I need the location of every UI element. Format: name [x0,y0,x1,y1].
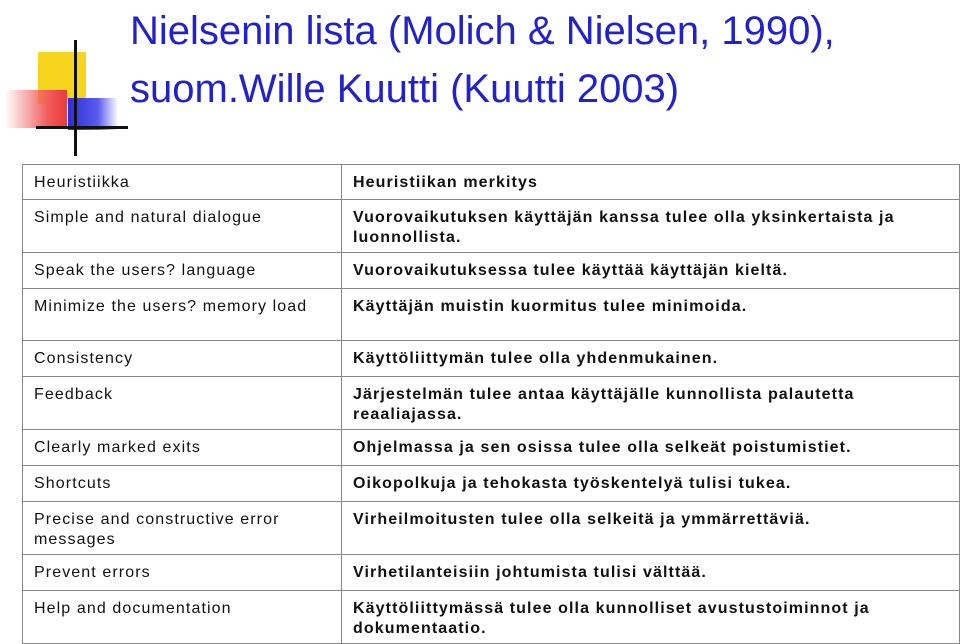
heuristic-cell: Simple and natural dialogue [23,200,342,253]
heuristic-cell: Minimize the users? memory load [23,289,342,341]
title-line-1: Nielsenin lista (Molich & Nielsen, 1990), [130,9,835,53]
logo-vertical-line [74,40,77,156]
table-header-row [23,165,960,200]
heuristic-cell: Help and documentation [23,591,342,644]
meaning-cell: Ohjelmassa ja sen osissa tulee olla selkeät poistumistiet. [342,430,960,466]
heuristic-cell: Clearly marked exits [23,430,342,466]
logo-horizontal-line [36,126,128,129]
heuristic-cell: Shortcuts [23,466,342,502]
logo-red-block [5,90,67,128]
table-row [23,502,960,555]
heuristic-cell: Consistency [23,341,342,377]
heuristic-cell: Feedback [23,377,342,430]
meaning-cell: Käyttäjän muistin kuormitus tulee minimoida. [342,289,960,341]
heuristic-cell: Speak the users? language [23,253,342,289]
table-row [23,289,960,341]
heuristic-cell: Precise and constructive error messages [23,502,342,555]
meaning-cell: Virhetilanteisiin johtumista tulisi välttää. [342,555,960,591]
table-row [23,377,960,430]
table-row [23,430,960,466]
meaning-cell: Järjestelmän tulee antaa käyttäjälle kunnollista palautetta reaaliajassa. [342,377,960,430]
heuristic-cell: Prevent errors [23,555,342,591]
table-row [23,555,960,591]
table-row [23,591,960,644]
meaning-cell: Oikopolkuja ja tehokasta työskentelyä tulisi tukea. [342,466,960,502]
table-row [23,466,960,502]
meaning-cell: Käyttöliittymässä tulee olla kunnolliset avustustoiminnot ja dokumentaatio. [342,591,960,644]
title-line-2: suom.Wille Kuutti (Kuutti 2003) [130,67,680,111]
header-meaning: Heuristiikan merkitys [342,165,960,200]
header-heuristic: Heuristiikka [23,165,342,200]
table-row [23,341,960,377]
meaning-cell: Vuorovaikutuksen käyttäjän kanssa tulee olla yksinkertaista ja luonnollista. [342,200,960,253]
page-title [130,2,835,118]
table-row [23,200,960,253]
heuristics-table [22,164,960,644]
meaning-cell: Käyttöliittymän tulee olla yhdenmukainen. [342,341,960,377]
table-row [23,253,960,289]
decorative-logo [0,0,140,160]
meaning-cell: Virheilmoitusten tulee olla selkeitä ja ymmärrettäviä. [342,502,960,555]
meaning-cell: Vuorovaikutuksessa tulee käyttää käyttäjän kieltä. [342,253,960,289]
